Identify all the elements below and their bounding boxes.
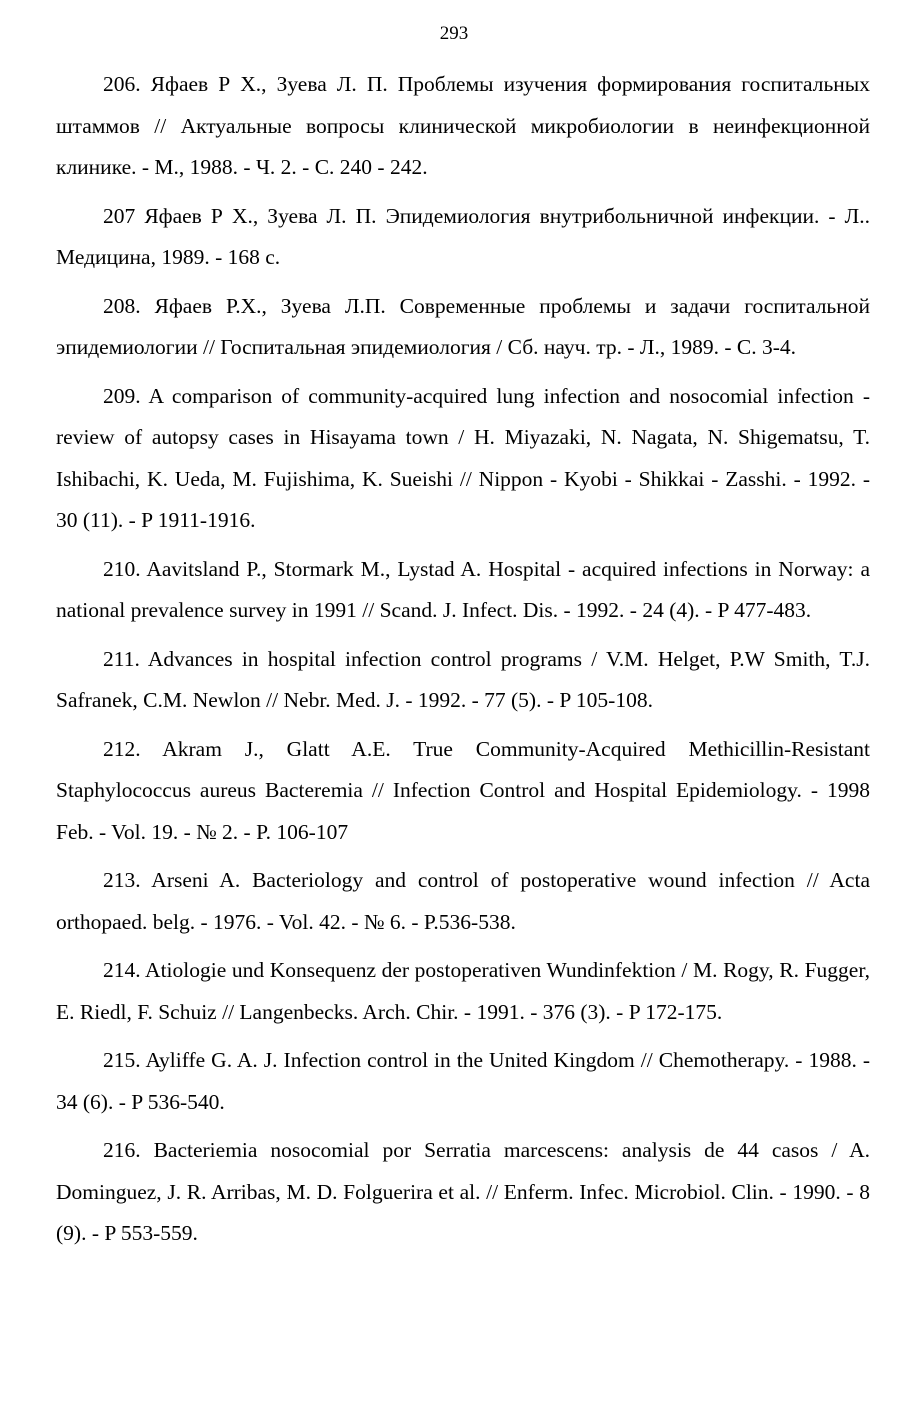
reference-entry-214: 214. Atiologie und Konsequenz der postoperativen Wundinfektion / M. Rogy, R. Fugger, E. Riedl, F. Schuiz // Langenbecks. Arch. Chir. - 1991. - 376 (3). - P 172-175. (56, 958, 870, 1024)
reference-entry-210: 210. Aavitsland P., Stormark M., Lystad A. Hospital - acquired infections in Norway: a national prevalence survey in 1991 // Scand. J. Infect. Dis. - 1992. - 24 (4). - P 477-483. (56, 556, 870, 622)
reference-entry-215: 215. Ayliffe G. A. J. Infection control in the United Kingdom // Chemotherapy. - 1988. - 34 (6). - P 536-540. (56, 1048, 870, 1114)
reference-entry-206: 206. Яфаев Р Х., Зуева Л. П. Проблемы изучения формирования госпитальных штаммов // Актуальные вопросы клинической микробиологии в неинфекционной клинике. - М., 1988. - Ч. 2. - С. 240 - 242. (56, 72, 870, 179)
reference-entry-212: 212. Akram J., Glatt A.E. True Community-Acquired Methicillin-Resistant Staphylococcus aureus Bacteremia // Infection Control and Hospital Epidemiology. - 1998 Feb. - Vol. 19. - № 2. - P. 106-107 (56, 736, 870, 844)
reference-entry-216: 216. Bacteriemia nosocomial por Serratia marcescens: analysis de 44 casos / A. Dominguez, J. R. Arribas, M. D. Folguerira et al. // Enferm. Infec. Microbiol. Clin. - 1990. - 8 (9). - P 553-559. (56, 1138, 870, 1245)
reference-entry-213: 213. Arseni A. Bacteriology and control of postoperative wound infection // Acta orthopaed. belg. - 1976. - Vol. 42. - № 6. - P.536-538. (56, 868, 870, 934)
reference-entry-211: 211. Advances in hospital infection control programs / V.M. Helget, P.W Smith, T.J. Safranek, C.M. Newlon // Nebr. Med. J. - 1992. - 77 (5). - P 105-108. (56, 646, 870, 712)
reference-list (56, 64, 870, 1262)
page-number: 293 (439, 23, 469, 44)
reference-entry-207: 207 Яфаев Р Х., Зуева Л. П. Эпидемиология внутрибольничной инфекции. - Л.. Медицина, 1989. - 168 с. (56, 203, 870, 269)
reference-entry-209: 209. A comparison of community-acquired lung infection and nosocomial infection - review of autopsy cases in Hisayama town / H. Miyazaki, N. Nagata, N. Shigematsu, T. Ishibachi, K. Ueda, M. Fujishima, K. Sueishi // Nippon - Kyobi - Shikkai - Zasshi. - 1992. - 30 (11). - P 1911-1916. (56, 383, 870, 532)
reference-entry-208: 208. Яфаев Р.Х., Зуева Л.П. Современные проблемы и задачи госпитальной эпидемиологии // Госпитальная эпидемиология / Сб. науч. тр. - Л., 1989. - С. 3-4. (56, 293, 870, 359)
